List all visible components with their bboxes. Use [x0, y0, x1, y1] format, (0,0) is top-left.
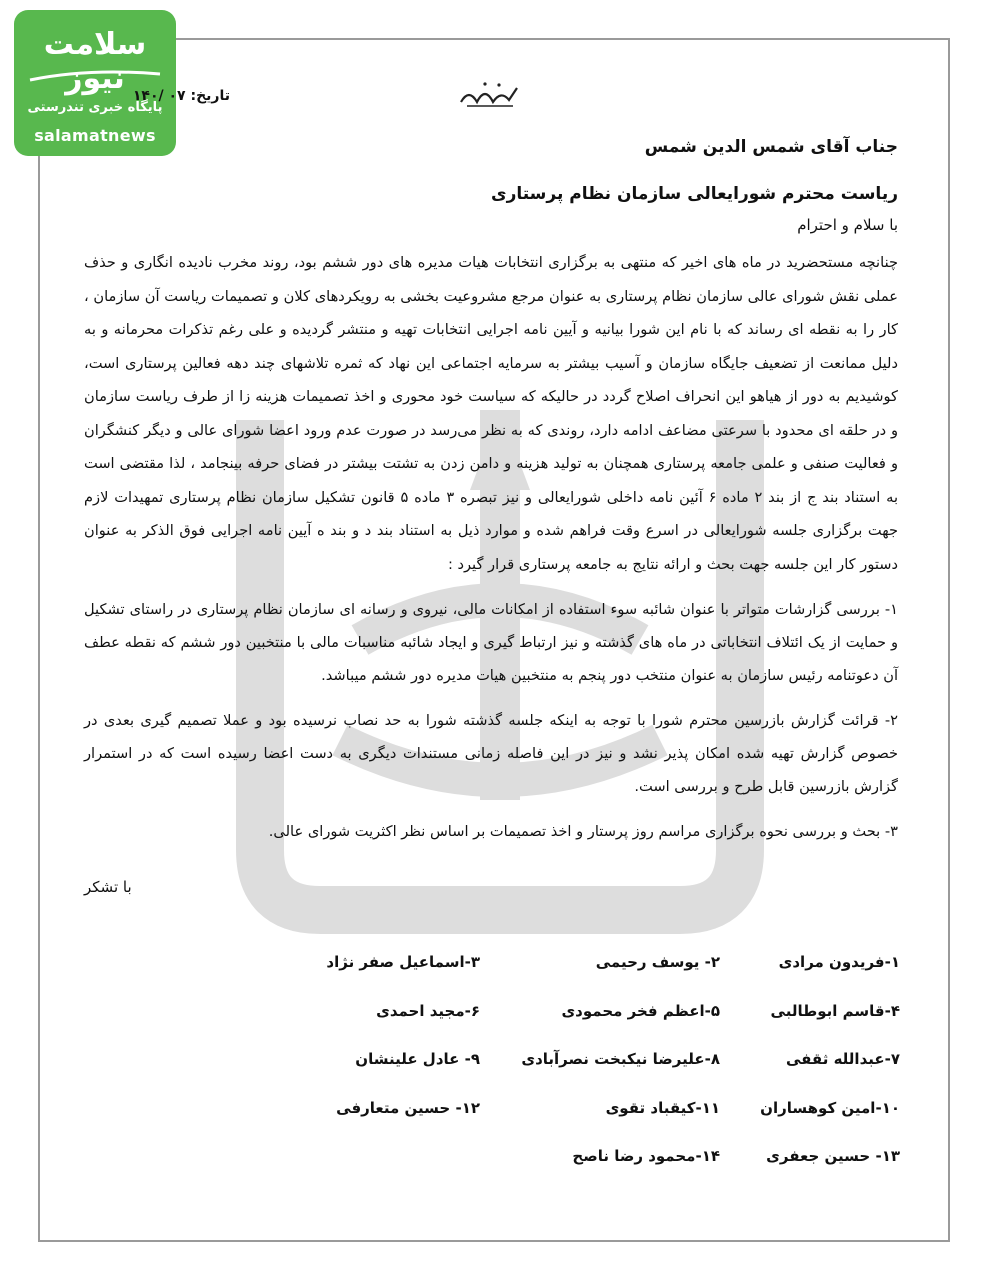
logo-brand-english: salamatnews: [34, 126, 156, 145]
signatory: ۲- یوسف رحیمی: [595, 953, 720, 971]
signatory: ۵-اعظم فخر محمودی: [561, 1001, 720, 1020]
signatory: ۱۱-کیقباد تقوی: [605, 1098, 720, 1117]
greeting: با سلام و احترام: [797, 216, 898, 234]
letter-date: تاریخ: ۰۷ /۱۴۰: [132, 88, 230, 104]
agenda-item: ۲- قرائت گزارش بازرسین محترم شورا با توجه به اینکه جلسه گذشته شورا به حد نصاب نرسیده بود و عملا تصمیم گیری بعدی در خصوص گزارش تهیه شده امکان پذیر نشد و نیز در این فاصله زمانی مستندات دیگری به دست اعضا رسیده است که در استمرار گزارش بازرسین قابل طرح و بررسی است.: [84, 712, 898, 795]
closing-line: [84, 878, 906, 896]
signatory: ۴-قاسم ابوطالبی: [770, 1001, 900, 1020]
bismillah-calligraphy-icon: [455, 78, 525, 112]
signatory: ۷-عبدالله ثقفی: [785, 1050, 900, 1068]
letter-body: چنانچه مستحضرید در ماه های اخیر که منتهی به برگزاری انتخابات هیات مدیره های دور ششم بود، روند مخرب نادیده انگاری و حذف عملی نقش شورای عالی سازمان نظام پرستاری به عنوان مرجع مشروعیت بخشی به رویکردهای کلان و تصمیمات ریاست آن سازمان ، کار را به نقطه ای رساند که با نام این شورا بیانیه و آیین نامه اجرایی انتخابات تهیه و منتشر گردیده و علی رغم تذکرات محرمانه و به دلیل ممانعت از تضعیف جایگاه سازمان و آسیب بیشتر به سرمایه اجتماعی این نهاد که ثمره تلاشهای چند دهه فعالین پرستاری است، کوشیدیم به دور از هیاهو این انحراف اصلاح گردد در حالیکه که سیاست خود محوری و اخذ تصمیمات هزینه زا از طرف ریاست سازمان و در حلقه ای محدود با سرعتی مضاعف ادامه دارد، روندی که به نظر می‌رسد در صورت عدم ورود اعضا شورای عالی و دیگر کنشگران و فعالیت صنفی و علمی جامعه پرستاری همچنان به تولید هزینه و دامن زدن به تشتت بیشتر در فضای حرفه بینجامد ، لذا مقتضی است به استناد بند ج از بند ۲ ماده ۶ آئین نامه داخلی شورایعالی و نیز تبصره ۳ ماده ۵ قانون تشکیل سازمان نظام پرستاری تمهیدات لازم جهت برگزاری جلسه شورایعالی در اسرع وقت فراهم شده و موارد ذیل به استناد بند د و بند ه آیین نامه اجرایی فوق الذکر به عنوان دستور کار این جلسه جهت بحث و ارائه نتایج به جامعه پرستاری قرار گیرد :: [84, 254, 899, 573]
signatories-list: [270, 948, 900, 1170]
signatory: ۹- عادل علینشان: [355, 1050, 480, 1068]
agenda-item: ۳- بحث و بررسی نحوه برگزاری مراسم روز پرستار و اخذ تصمیمات بر اساس نظر اکثریت شورای عالی.: [268, 823, 898, 840]
recipient-title: ریاست محترم شورایعالی سازمان نظام پرستاری: [490, 184, 898, 204]
signatory: ۸-علیرضا نیکبخت نصرآبادی: [521, 1050, 720, 1068]
signatory: ۱۴-محمود رضا ناصح: [572, 1147, 720, 1165]
signatory: ۶-مجید احمدی: [376, 1001, 480, 1020]
agenda-item: ۱- بررسی گزارشات متواتر با عنوان شائبه سوء استفاده از امکانات مالی، نیروی و رسانه ای سازمان نظام پرستاری در راستای تشکیل و حمایت از یک ائتلاف انتخاباتی در ماه های گذشته و نیز ارتباط گیری و ایجاد شائبه مناسبات مالی با منتخبین دور ششم که نقطه عطف آن دعوتنامه رئیس سازمان به عنوان منتخب دور پنجم به منتخبین هیات مدیره دور ششم میباشد.: [84, 601, 898, 684]
signatory: ۳-اسماعیل صفر نژاد: [326, 953, 480, 971]
logo-brand-persian: سلامت نیوز: [43, 27, 147, 96]
signatory: ۱۰-امین کوهساران: [760, 1098, 900, 1117]
recipient-name: جناب آقای شمس الدین شمس: [644, 137, 898, 157]
closing-text: با تشکر: [84, 878, 132, 896]
signatory: ۱۳- حسین جعفری: [766, 1147, 900, 1165]
signatory: ۱-فریدون مرادی: [778, 953, 900, 971]
logo-swoosh-icon: [28, 66, 162, 86]
signatory: ۱۲- حسین متعارفی: [336, 1098, 480, 1117]
logo-tagline: پایگاه خبری تندرستی: [27, 100, 163, 115]
letter-content: [84, 128, 906, 896]
